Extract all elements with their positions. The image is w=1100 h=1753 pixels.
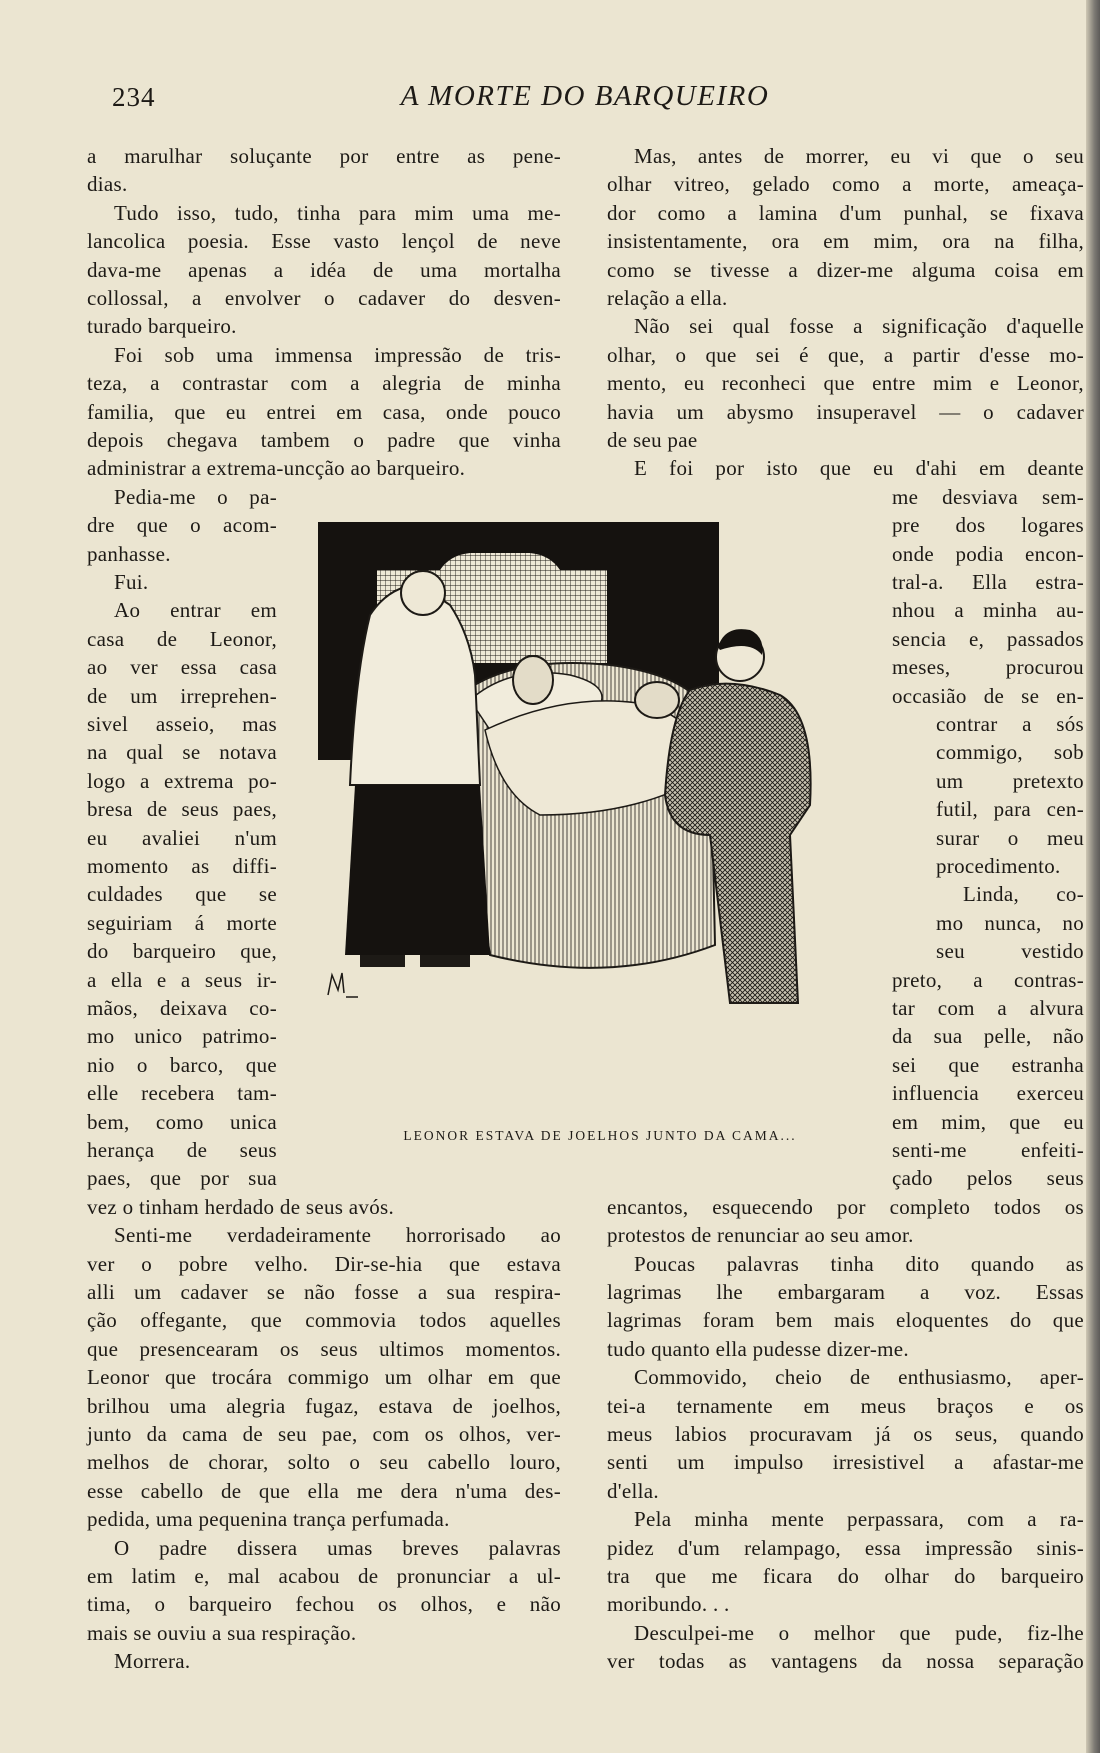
text-line: pedida, uma pequenina trança perfumada. — [87, 1507, 450, 1532]
text-line: Fui. — [114, 570, 149, 594]
text-line: da sua pelle, não — [892, 1024, 1084, 1049]
text-line: Foi sob uma immensa impressão de tris- — [114, 342, 561, 367]
text-line: d'ella. — [607, 1478, 659, 1503]
text-line: collossal, a envolver o cadaver do desven- — [87, 286, 561, 310]
priest — [401, 571, 445, 615]
text-line: Poucas palavras tinha dito quando as — [634, 1251, 1084, 1276]
text-line: mento, eu reconheci que entre mim e Leonor, — [607, 371, 1084, 396]
illustration-deathbed-scene — [310, 515, 820, 1015]
text-line: do barqueiro que, — [87, 939, 277, 964]
page-binding-shadow — [1086, 0, 1100, 1753]
priest-cassock — [345, 785, 490, 955]
text-line: çado pelos seus — [892, 1166, 1084, 1191]
text-line: sencia e, passados — [892, 626, 1084, 651]
text-line: preto, a contras- — [892, 967, 1084, 992]
text-line: elle recebera tam- — [87, 1081, 277, 1106]
text-line: depois chegava tambem o padre que vinha — [87, 428, 561, 452]
text-line: lancolica poesia. Esse vasto lençol de neve — [87, 229, 561, 254]
text-line: meus labios procuravam já os seus, quando — [607, 1422, 1084, 1446]
text-line: nio o barco, que — [87, 1052, 277, 1077]
text-line: de um irreprehen- — [87, 683, 277, 708]
text-line: a ella e a seus ir- — [87, 967, 277, 992]
text-line: Pedia-me o pa- — [114, 484, 277, 509]
text-line: havia um abysmo insuperavel — o cadaver — [607, 399, 1084, 424]
artist-signature — [328, 973, 358, 997]
text-line: junto da cama de seu pae, com os olhos, ver- — [87, 1422, 561, 1446]
text-line: E foi por isto que eu d'ahi em deante — [634, 456, 1084, 481]
text-line: melhos de chorar, solto o seu cabello louro, — [87, 1450, 561, 1475]
text-line: Ao entrar em — [114, 598, 277, 623]
text-line: Desculpei-me o melhor que pude, fiz-lhe — [634, 1620, 1084, 1645]
text-line: nhou a minha au- — [892, 598, 1084, 623]
text-line: influencia exerceu — [892, 1081, 1084, 1106]
text-line: herança de seus — [87, 1138, 277, 1162]
text-line: pidez d'um relampago, essa impressão sinis- — [607, 1535, 1084, 1560]
text-line: encantos, esquecendo por completo todos os — [607, 1194, 1084, 1219]
text-line: O padre dissera umas breves palavras — [114, 1535, 561, 1560]
dying-boatman — [513, 656, 553, 704]
text-line: mãos, deixava co- — [87, 996, 277, 1020]
text-line: Tudo isso, tudo, tinha para mim uma me- — [114, 200, 561, 225]
text-line: turado barqueiro. — [87, 314, 237, 339]
text-line: Não sei qual fosse a significação d'aquelle — [634, 314, 1084, 339]
text-line: Senti-me verdadeiramente horrorisado ao — [114, 1223, 561, 1248]
text-line: dor como a lamina d'um punhal, se fixava — [607, 200, 1084, 225]
text-line: seu vestido — [936, 939, 1084, 964]
text-line: familia, que eu entrei em casa, onde pouco — [87, 399, 561, 424]
text-line: panhasse. — [87, 541, 171, 566]
text-line: eu avaliei n'um — [87, 825, 277, 850]
text-line: occasião de se en- — [892, 683, 1084, 708]
running-title: A MORTE DO BARQUEIRO — [400, 80, 770, 112]
text-line: insistentamente, ora em mim, ora na filha, — [607, 229, 1084, 254]
text-line: senti-me enfeiti- — [892, 1138, 1084, 1162]
text-line: Mas, antes de morrer, eu vi que o seu — [634, 144, 1084, 168]
text-line: pre dos logares — [892, 513, 1084, 538]
text-line: a marulhar soluçante por entre as pene- — [87, 144, 561, 168]
text-line: ver todas as vantagens da nossa separação — [607, 1649, 1084, 1674]
text-line: olhar vitreo, gelado como a morte, ameaça- — [607, 172, 1084, 197]
text-line: brilhou uma alegria fugaz, estava de joelhos, — [87, 1393, 561, 1418]
text-line: lagrimas lhe embargaram a voz. Essas — [607, 1280, 1084, 1304]
text-line: casa de Leonor, — [87, 626, 277, 651]
text-line: meses, procurou — [892, 655, 1084, 680]
text-line: futil, para cen- — [936, 797, 1084, 822]
text-line: Leonor que trocára commigo um olhar em que — [87, 1365, 561, 1390]
text-line: de seu pae — [607, 428, 698, 452]
text-line: mais se ouviu a sua respiração. — [87, 1620, 357, 1645]
text-line: commigo, sob — [936, 740, 1084, 765]
text-line: lagrimas foram bem mais eloquentes do que — [607, 1308, 1084, 1333]
text-line: administrar a extrema-uncção ao barqueiro. — [87, 456, 466, 481]
text-line: esse cabello de que ella me dera n'uma des- — [87, 1478, 561, 1503]
text-line: teza, a contrastar com a alegria de minha — [87, 371, 561, 396]
text-line: um pretexto — [936, 768, 1084, 793]
text-line: sivel asseio, mas — [87, 712, 277, 736]
text-line: em latim e, mal acabou de pronunciar a ul- — [87, 1564, 561, 1588]
text-line: Morrera. — [114, 1649, 191, 1674]
text-line: relação a ella. — [607, 286, 728, 310]
text-line: tral-a. Ella estra- — [892, 570, 1084, 594]
text-line: dava-me apenas a idéa de uma mortalha — [87, 257, 561, 282]
page-number: 234 — [112, 82, 156, 112]
text-line: moribundo. . . — [607, 1592, 730, 1617]
text-line: tra que me ficara do olhar do barqueiro — [607, 1564, 1084, 1588]
text-line: bem, como unica — [87, 1109, 277, 1134]
text-line: Commovido, cheio de enthusiasmo, aper- — [634, 1365, 1084, 1390]
text-line: dias. — [87, 172, 128, 197]
text-line: mo unico patrimo- — [87, 1024, 277, 1049]
text-line: vez o tinham herdado de seus avós. — [87, 1194, 395, 1219]
text-line: na qual se notava — [87, 740, 277, 765]
text-line: culdades que se — [87, 882, 277, 907]
text-line: olhar, o que sei é que, a partir d'esse mo- — [607, 342, 1084, 367]
text-line: tudo quanto ella pudesse dizer-me. — [607, 1336, 909, 1361]
text-line: como se tivesse a dizer-me alguma coisa em — [607, 257, 1084, 282]
text-line: procedimento. — [936, 854, 1061, 878]
text-line: tei-a ternamente em meus braços e os — [607, 1393, 1084, 1418]
text-line: surar o meu — [936, 825, 1084, 850]
text-line: Linda, co- — [963, 882, 1084, 907]
leonor-kneeling — [635, 682, 679, 718]
text-line: momento as diffi- — [87, 854, 277, 878]
illustration-caption: LEONOR ESTAVA DE JOELHOS JUNTO DA CAMA... — [403, 1128, 797, 1143]
priest-shoes — [360, 955, 470, 967]
text-line: mo nunca, no — [936, 910, 1084, 935]
text-line: contrar a sós — [936, 712, 1084, 736]
text-line: dre que o acom- — [87, 513, 277, 538]
text-line: ao ver essa casa — [87, 655, 277, 680]
text-line: logo a extrema po- — [87, 768, 277, 793]
text-line: em mim, que eu — [892, 1109, 1084, 1134]
text-line: Pela minha mente perpassara, com a ra- — [634, 1507, 1084, 1532]
text-line: senti um impulso irresistivel a afastar-me — [607, 1450, 1084, 1475]
text-line: que presencearam os seus ultimos momentos. — [87, 1336, 561, 1361]
text-line: onde podia encon- — [892, 541, 1084, 566]
text-line: sei que estranha — [892, 1052, 1084, 1077]
text-line: alli um cadaver se não fosse a sua respira- — [87, 1280, 561, 1304]
text-line: ver o pobre velho. Dir-se-hia que estava — [87, 1251, 561, 1276]
text-line: bresa de seus paes, — [87, 797, 277, 822]
text-line: tar com a alvura — [892, 996, 1084, 1020]
text-line: seguiriam á morte — [87, 910, 277, 935]
text-line: protestos de renunciar ao seu amor. — [607, 1223, 914, 1248]
text-line: ção offegante, que commovia todos aquelles — [87, 1308, 561, 1333]
text-line: me desviava sem- — [892, 484, 1084, 509]
text-line: tima, o barqueiro fechou os olhos, e não — [87, 1592, 561, 1617]
text-line: paes, que por sua — [87, 1166, 277, 1191]
